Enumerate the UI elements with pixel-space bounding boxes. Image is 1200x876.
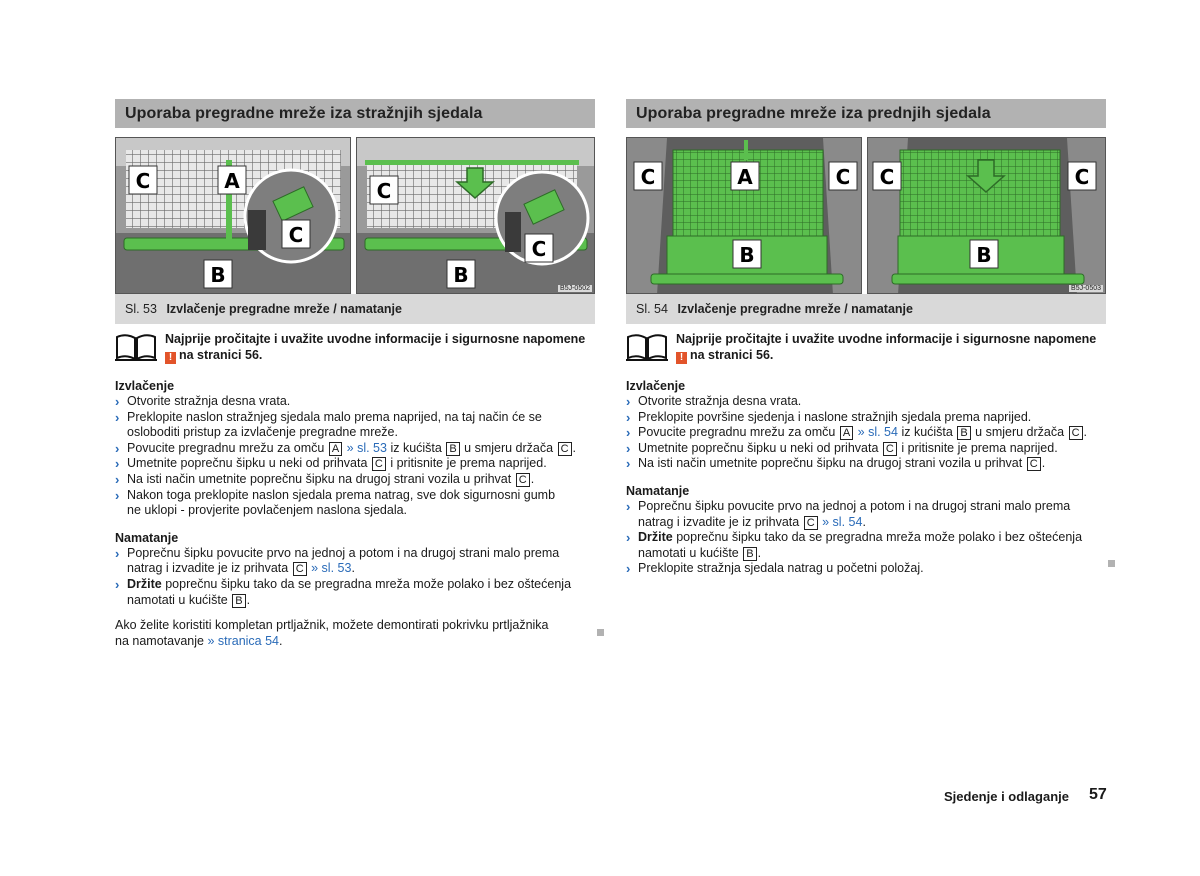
section-header: Uporaba pregradne mreže iza prednjih sjedala <box>626 99 1106 128</box>
figure-code: B5J-0502 <box>560 285 590 292</box>
chevron-right-icon: › <box>626 530 631 546</box>
figure-53-panel-wind <box>356 137 595 294</box>
figure-number: Sl. 53 <box>125 302 157 316</box>
label-a: A <box>224 169 240 193</box>
notice-line: Najprije pročitajte i uvažite uvodne informacije i sigurnosne napomene <box>676 332 1097 346</box>
figure-54 <box>626 137 1106 294</box>
list-item: › Držite poprečnu šipku tako da se pregradna mreža može polako i bez oštećenja namotati u kućište B . <box>115 576 572 607</box>
key-a: A <box>840 426 853 440</box>
key-c: C <box>1027 457 1041 471</box>
list-item: › Nakon toga preklopite naslon sjedala prema natrag, sve dok sigurnosni gumb ne uklopi - provjerite povlačenjem naslona sjedala. <box>115 487 556 518</box>
chevron-right-icon: › <box>115 487 120 503</box>
figure-link[interactable]: » sl. 53 <box>311 561 352 576</box>
label-c: C <box>135 169 151 193</box>
figure-53 <box>115 137 595 294</box>
key-b: B <box>957 426 970 440</box>
chevron-right-icon: › <box>115 394 120 409</box>
key-b: B <box>232 594 245 608</box>
label-c: C <box>1074 165 1090 189</box>
key-c: C <box>516 473 530 487</box>
label-a: A <box>737 165 753 189</box>
key-a: A <box>329 442 342 456</box>
list-item: › Povucite pregradnu mrežu za omču A » sl. 53 iz kućišta B u smjeru držača C . <box>115 440 577 456</box>
label-c: C <box>640 165 656 189</box>
label-b: B <box>210 263 226 287</box>
key-c: C <box>883 442 897 456</box>
page-link[interactable]: » stranica 54 <box>207 633 280 648</box>
figure-code: B5J-0503 <box>1071 285 1101 292</box>
safety-notice <box>626 331 1106 367</box>
notice-page-ref[interactable]: na stranici 56. <box>690 348 774 362</box>
paragraph: Ako želite koristiti kompletan prtljažnik, možete demontirati pokrivku prtljažnika na namotavanje » stranica 54. <box>115 618 549 648</box>
chevron-right-icon: › <box>626 440 631 456</box>
label-b: B <box>453 263 469 287</box>
chevron-right-icon: › <box>626 409 631 425</box>
subheading-wind: Namatanje <box>626 483 690 498</box>
list-item: › Umetnite poprečnu šipku u neki od prihvata C i pritisnite je prema naprijed. <box>115 456 547 472</box>
notice-line: Najprije pročitajte i uvažite uvodne informacije i sigurnosne napomene <box>165 332 586 346</box>
key-c: C <box>372 457 386 471</box>
key-c: C <box>558 442 572 456</box>
key-c: C <box>804 516 818 530</box>
chevron-right-icon: › <box>626 394 631 409</box>
label-c: C <box>531 237 547 261</box>
chevron-right-icon: › <box>115 576 120 592</box>
label-b: B <box>976 243 992 267</box>
list-item: › Preklopite površine sjedenja i naslone stražnjih sjedala prema naprijed. <box>626 409 1032 425</box>
safety-notice <box>115 331 595 367</box>
figure-number: Sl. 54 <box>636 302 668 316</box>
chevron-right-icon: › <box>115 409 120 425</box>
figure-caption <box>626 294 1106 324</box>
chevron-right-icon: › <box>626 561 631 577</box>
list-item: › Otvorite stražnja desna vrata. <box>115 394 291 409</box>
figure-53-panel-extract <box>115 137 351 294</box>
book-icon <box>626 333 668 361</box>
list-item: › Umetnite poprečnu šipku u neki od prihvata C i pritisnite je prema naprijed. <box>626 440 1058 456</box>
label-b: B <box>739 243 755 267</box>
list-item: › Na isti način umetnite poprečnu šipku na drugoj strani vozila u prihvat C . <box>115 471 535 487</box>
right-column <box>626 99 1106 577</box>
subheading-wind: Namatanje <box>115 530 179 545</box>
figure-link[interactable]: » sl. 54 <box>857 425 898 440</box>
subheading-extract: Izvlačenje <box>626 379 686 393</box>
figure-link[interactable]: » sl. 54 <box>822 514 863 529</box>
chevron-right-icon: › <box>626 456 631 472</box>
figure-caption <box>115 294 595 324</box>
key-b: B <box>743 547 756 561</box>
chevron-right-icon: › <box>115 545 120 561</box>
book-icon <box>115 333 157 361</box>
list-item: › Preklopite naslon stražnjeg sjedala malo prema naprijed, na taj način će se osloboditi pristup za izvlačenje pregradne mreže. <box>115 409 542 440</box>
chevron-right-icon: › <box>626 498 631 514</box>
figure-54-panel-extract <box>626 137 862 294</box>
left-column <box>115 99 595 649</box>
figure-title: Izvlačenje pregradne mreže / namatanje <box>166 302 402 316</box>
list-item: › Na isti način umetnite poprečnu šipku na drugoj strani vozila u prihvat C . <box>626 456 1046 472</box>
label-c: C <box>879 165 895 189</box>
figure-54-panel-wind <box>867 137 1106 294</box>
chevron-right-icon: › <box>115 440 120 456</box>
chevron-right-icon: › <box>626 425 631 441</box>
footer-section-title: Sjedenje i odlaganje <box>944 789 1069 804</box>
section-header: Uporaba pregradne mreže iza stražnjih sjedala <box>115 99 595 128</box>
label-c: C <box>376 179 392 203</box>
list-item: › Poprečnu šipku povucite prvo na jednoj a potom i na drugoj strani malo prema natrag i izvadite je iz prihvata C » sl. 54. <box>626 498 1071 529</box>
list-item: › Preklopite stražnja sjedala natrag u početni položaj. <box>626 561 924 577</box>
list-item: › Povucite pregradnu mrežu za omču A » sl. 54 iz kućišta B u smjeru držača C . <box>626 425 1088 441</box>
warning-icon: ! <box>165 352 176 364</box>
key-c: C <box>1069 426 1083 440</box>
notice-page-ref[interactable]: na stranici 56. <box>179 348 263 362</box>
figure-link[interactable]: » sl. 53 <box>346 440 387 455</box>
warning-icon: ! <box>676 352 687 364</box>
chevron-right-icon: › <box>115 471 120 487</box>
list-item: › Otvorite stražnja desna vrata. <box>626 394 802 409</box>
key-c: C <box>293 562 307 576</box>
list-item: › Držite poprečnu šipku tako da se pregradna mreža može polako i bez oštećenja namotati u kućište B . <box>626 530 1083 560</box>
page-number: 57 <box>1089 786 1107 803</box>
subheading-extract: Izvlačenje <box>115 379 175 393</box>
key-b: B <box>446 442 459 456</box>
chevron-right-icon: › <box>115 456 120 472</box>
section-end-marker <box>597 629 604 636</box>
list-item: › Poprečnu šipku povucite prvo na jednoj a potom i na drugoj strani malo prema natrag i izvadite je iz prihvata C » sl. 53. <box>115 545 560 576</box>
figure-title: Izvlačenje pregradne mreže / namatanje <box>677 302 913 316</box>
section-end-marker <box>1108 560 1115 567</box>
label-c: C <box>288 223 304 247</box>
label-c: C <box>835 165 851 189</box>
